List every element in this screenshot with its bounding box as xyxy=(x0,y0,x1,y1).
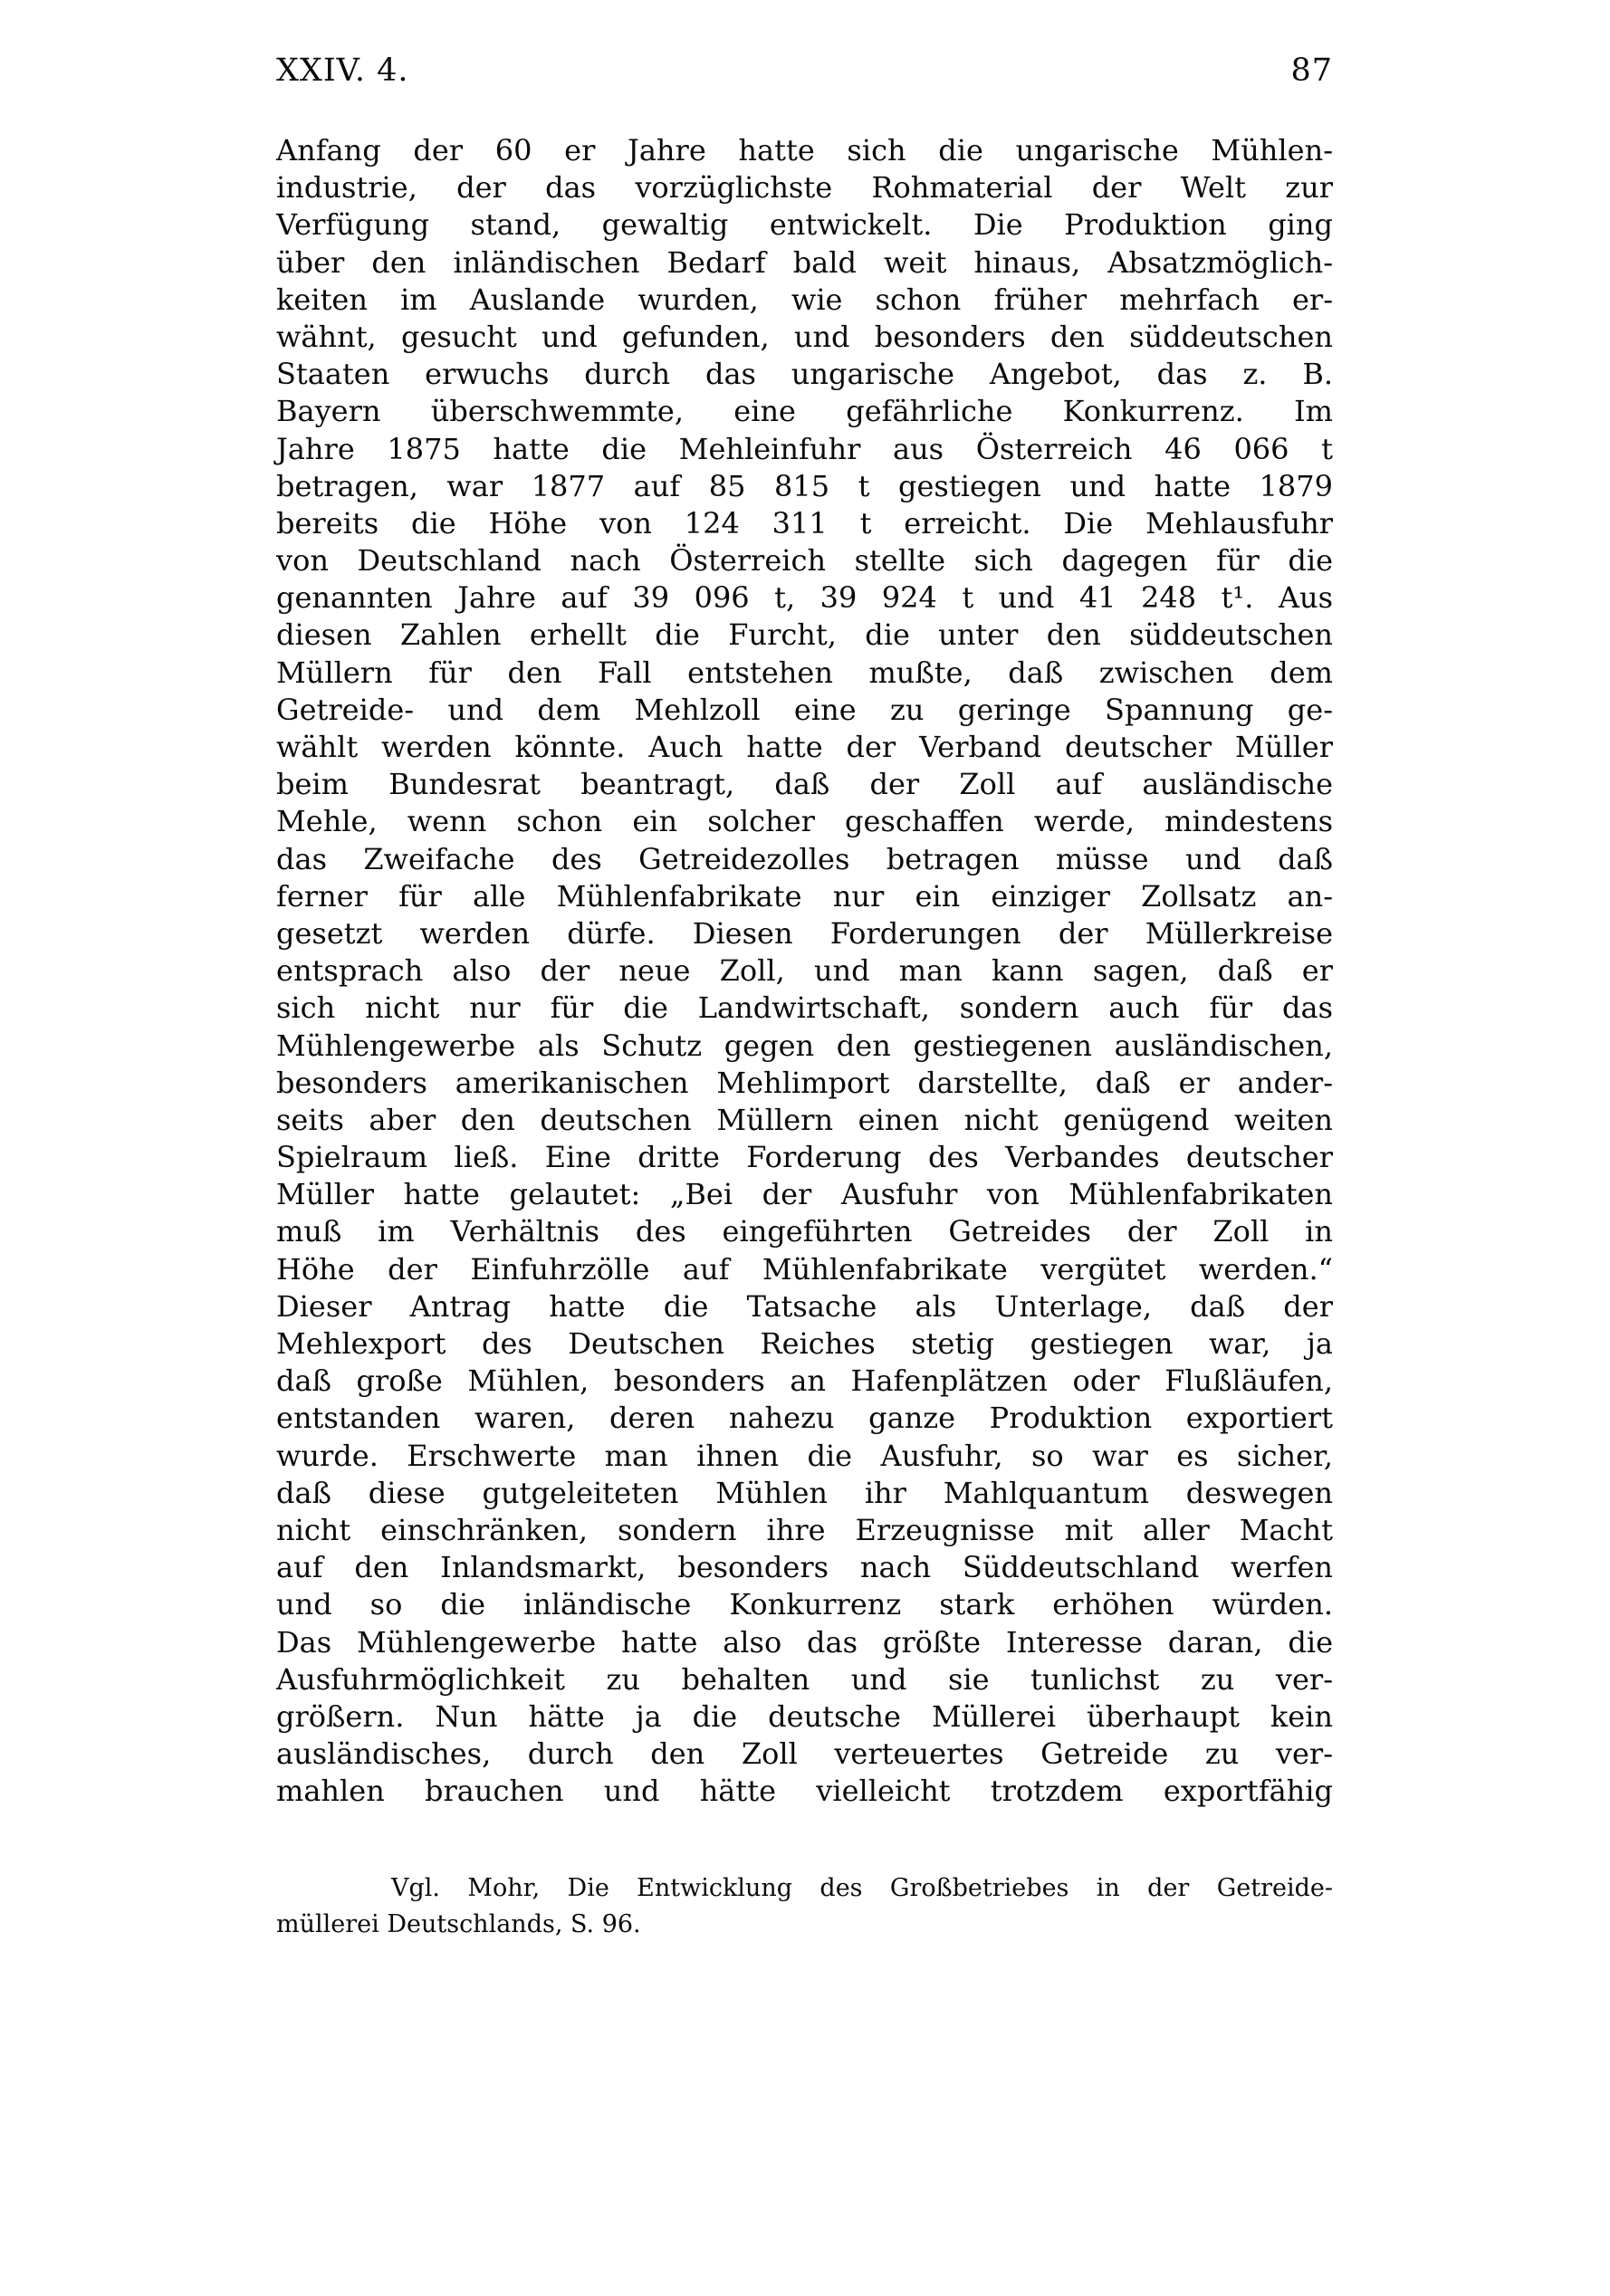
text-line-36: wurde. Erschwerte man ihnen die Ausfuhr, so war es sicher, xyxy=(276,1438,1333,1473)
text-line-31: Höhe der Einfuhrzölle auf Mühlenfabrikate vergütet werden.“ xyxy=(276,1251,1333,1287)
footnote xyxy=(276,1870,1333,1943)
running-head-row xyxy=(276,51,1333,91)
text-line-33: Mehlexport des Deutschen Reiches stetig gestiegen war, ja xyxy=(276,1326,1333,1361)
text-line-10: betragen, war 1877 auf 85 815 t gestiegen und hatte 1879 xyxy=(276,468,1333,503)
text-line-11: bereits die Höhe von 124 311 t erreicht. Die Mehlausfuhr xyxy=(276,505,1333,541)
text-line-27: seits aber den deutschen Müllern einen nicht genügend weiten xyxy=(276,1102,1333,1137)
text-line-42: Ausfuhrmöglichkeit zu behalten und sie tunlichst zu ver- xyxy=(276,1661,1333,1697)
text-line-25: Mühlengewerbe als Schutz gegen den gestiegenen ausländischen, xyxy=(276,1028,1333,1063)
text-line-20: das Zweifache des Getreidezolles betragen müsse und daß xyxy=(276,841,1333,876)
text-line-34: daß große Mühlen, besonders an Hafenplätzen oder Flußläufen, xyxy=(276,1363,1333,1399)
text-line-18: beim Bundesrat beantragt, daß der Zoll auf ausländische xyxy=(276,767,1333,802)
text-line-23: entsprach also der neue Zoll, und man kann sagen, daß er xyxy=(276,953,1333,989)
text-line-17: wählt werden könnte. Auch hatte der Verband deutscher Müller xyxy=(276,730,1333,764)
chapter-running-head: XXIV. 4. xyxy=(276,53,409,89)
text-line-38: nicht einschränken, sondern ihre Erzeugnisse mit aller Macht xyxy=(276,1512,1333,1547)
text-line-15: Müllern für den Fall entstehen mußte, daß zwischen dem xyxy=(276,655,1333,690)
text-line-14: diesen Zahlen erhellt die Furcht, die unter den süddeutschen xyxy=(276,617,1333,653)
text-line-6: wähnt, gesucht und gefunden, und besonders den süddeutschen xyxy=(276,319,1333,354)
text-line-32: Dieser Antrag hatte die Tatsache als Unterlage, daß der xyxy=(276,1288,1333,1324)
text-line-37: daß diese gutgeleiteten Mühlen ihr Mahlquantum deswegen xyxy=(276,1475,1333,1510)
text-line-5: keiten im Auslande wurden, wie schon früher mehrfach er- xyxy=(276,282,1333,317)
text-line-29: Müller hatte gelautet: „Bei der Ausfuhr von Mühlenfabrikaten xyxy=(276,1177,1333,1212)
footnote-line-1: Vgl. Mohr, Die Entwicklung des Großbetriebes in der Getreide- xyxy=(391,1874,1333,1902)
text-line-41: Das Mühlengewerbe hatte also das größte Interesse daran, die xyxy=(276,1624,1333,1660)
text-line-8: Bayern überschwemmte, eine gefährliche Konkurrenz. Im xyxy=(276,394,1333,429)
text-line-24: sich nicht nur für die Landwirtschaft, sondern auch für das xyxy=(276,990,1333,1026)
text-line-3: Verfügung stand, gewaltig entwickelt. Die Produktion ging xyxy=(276,207,1333,243)
text-line-44: ausländisches, durch den Zoll verteuertes Getreide zu ver- xyxy=(276,1736,1333,1772)
text-line-43: größern. Nun hätte ja die deutsche Müllerei überhaupt kein xyxy=(276,1698,1333,1734)
text-line-40: und so die inländische Konkurrenz stark erhöhen würden. xyxy=(276,1587,1333,1622)
text-line-13: genannten Jahre auf 39 096 t, 39 924 t und 41 248 t¹. Aus xyxy=(276,580,1333,616)
text-line-30: muß im Verhältnis des eingeführten Getreides der Zoll in xyxy=(276,1214,1333,1249)
text-line-26: besonders amerikanischen Mehlimport darstellte, daß er ander- xyxy=(276,1065,1333,1100)
text-line-4: über den inländischen Bedarf bald weit hinaus, Absatzmöglich- xyxy=(276,244,1333,280)
text-line-2: industrie, der das vorzüglichste Rohmaterial der Welt zur xyxy=(276,170,1333,206)
text-line-9: Jahre 1875 hatte die Mehleinfuhr aus Österreich 46 066 t xyxy=(276,431,1333,466)
text-line-16: Getreide- und dem Mehlzoll eine zu geringe Spannung ge- xyxy=(276,692,1333,727)
page-number: 87 xyxy=(1290,53,1333,89)
text-line-28: Spielraum ließ. Eine dritte Forderung des Verbandes deutscher xyxy=(276,1140,1333,1175)
text-line-45: mahlen brauchen und hätte vielleicht trotzdem exportfähig xyxy=(276,1774,1333,1809)
footnote-line-2: müllerei Deutschlands, S. 96. xyxy=(276,1910,641,1938)
body-text xyxy=(276,132,1333,1810)
text-line-12: von Deutschland nach Österreich stellte sich dagegen für die xyxy=(276,543,1333,579)
text-line-7: Staaten erwuchs durch das ungarische Angebot, das z. B. xyxy=(276,357,1333,392)
text-line-19: Mehle, wenn schon ein solcher geschaffen werde, mindestens xyxy=(276,804,1333,839)
text-line-21: ferner für alle Mühlenfabrikate nur ein einziger Zollsatz an- xyxy=(276,878,1333,914)
text-line-39: auf den Inlandsmarkt, besonders nach Süddeutschland werfen xyxy=(276,1550,1333,1585)
text-line-1: Anfang der 60 er Jahre hatte sich die ungarische Mühlen- xyxy=(276,133,1333,167)
text-line-35: entstanden waren, deren nahezu ganze Produktion exportiert xyxy=(276,1401,1333,1436)
text-line-22: gesetzt werden dürfe. Diesen Forderungen der Müllerkreise xyxy=(276,915,1333,951)
